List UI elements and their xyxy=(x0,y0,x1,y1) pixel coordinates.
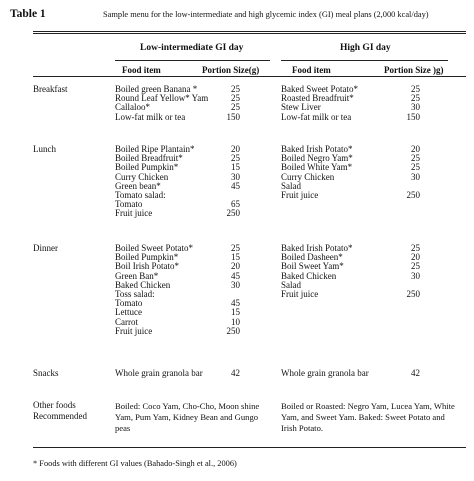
high-food-item-header: Food item xyxy=(292,65,331,75)
high-food-item: Baked Chicken xyxy=(281,270,337,281)
low-food-item: Tomato xyxy=(115,298,143,309)
low-food-item: Boiled Pumpkin* xyxy=(115,162,179,173)
high-food-item: Curry Chicken xyxy=(281,171,335,182)
low-gi-header: Low-intermediate GI day xyxy=(140,43,244,53)
low-food-item: Boil Irish Potato* xyxy=(115,261,180,272)
low-food-item: Lettuce xyxy=(115,307,142,318)
high-portion-size: 25 xyxy=(411,153,420,164)
low-portion-size: 15 xyxy=(231,307,240,318)
low-food-item: Tomato xyxy=(115,199,143,210)
low-portion-size: 15 xyxy=(231,162,240,173)
low-portion-size: 42 xyxy=(231,368,240,378)
high-gi-underline xyxy=(281,60,448,61)
low-gi-underline xyxy=(115,60,270,61)
low-food-item: Callaloo* xyxy=(115,102,150,113)
high-food-item: Low-fat milk or tea xyxy=(281,111,352,122)
low-portion-size: 30 xyxy=(231,279,240,290)
low-food-item: Tomato salad: xyxy=(115,190,166,200)
high-portion-size: 25 xyxy=(411,162,420,173)
high-food-item: Boil Sweet Yam* xyxy=(281,261,344,272)
table-label: Table 1 xyxy=(10,8,46,20)
high-portion-size: 30 xyxy=(411,270,420,281)
low-portion-size: 25 xyxy=(231,102,240,113)
meal-label: Breakfast xyxy=(33,84,68,94)
low-food-item: Fruit juice xyxy=(115,208,153,219)
high-portion-size: 250 xyxy=(406,190,420,200)
low-food-item: Boiled Breadfruit* xyxy=(115,153,183,164)
low-food-item: Carrot xyxy=(115,316,138,327)
low-portion-size: 20 xyxy=(231,261,240,272)
high-food-item: Boiled White Yam* xyxy=(281,162,353,173)
low-food-item: Boiled green Banana * xyxy=(115,84,198,94)
high-food-item: Salad xyxy=(281,180,301,191)
low-portion-size: 20 xyxy=(231,144,240,154)
high-portion-size: 250 xyxy=(406,289,420,299)
low-portion-size: 30 xyxy=(231,171,240,182)
low-food-item: Toss salad: xyxy=(115,289,155,299)
low-food-item: Boiled Sweet Potato* xyxy=(115,243,193,253)
meal-label: Lunch xyxy=(33,144,56,154)
high-portion-size: 150 xyxy=(406,111,420,122)
low-portion-size: 65 xyxy=(231,199,240,210)
low-food-item: Low-fat milk or tea xyxy=(115,111,186,122)
low-portion-size: 15 xyxy=(231,252,240,263)
high-portion-size: 25 xyxy=(411,84,420,94)
high-portion-size: 20 xyxy=(411,144,420,154)
other-foods-label-line1: Other foods xyxy=(33,400,76,410)
high-food-item: Whole grain granola bar xyxy=(281,368,369,378)
top-rule xyxy=(33,31,466,32)
low-portion-size: 250 xyxy=(226,325,240,336)
high-food-item: Fruit juice xyxy=(281,190,319,200)
top-rule-double xyxy=(33,33,466,34)
high-food-item: Stew Liver xyxy=(281,102,321,113)
low-portion-size: 45 xyxy=(231,270,240,281)
bottom-rule xyxy=(33,447,466,448)
low-portion-header: Portion Size(g) xyxy=(202,65,260,75)
low-food-item: Curry Chicken xyxy=(115,171,169,182)
high-food-item: Baked Sweet Potato* xyxy=(281,84,358,94)
meal-label: Dinner xyxy=(33,243,58,253)
high-portion-size: 25 xyxy=(411,261,420,272)
high-gi-header: High GI day xyxy=(340,43,391,53)
high-portion-size: 25 xyxy=(411,93,420,104)
low-food-item: Green Ban* xyxy=(115,270,159,281)
table-caption: Sample menu for the low-intermediate and high glycemic index (GI) meal plans (2,000 kcal/day) xyxy=(103,10,429,19)
high-food-item: Boiled Negro Yam* xyxy=(281,153,353,164)
footnote: * Foods with different GI values (Bahado-Singh et al., 2006) xyxy=(33,459,237,468)
low-portion-size: 10 xyxy=(231,316,240,327)
low-portion-size: 45 xyxy=(231,180,240,191)
low-food-item: Baked Chicken xyxy=(115,279,171,290)
high-portion-size: 20 xyxy=(411,252,420,263)
high-portion-size: 30 xyxy=(411,171,420,182)
high-food-item: Salad xyxy=(281,279,301,290)
low-portion-size: 25 xyxy=(231,153,240,164)
high-food-item: Roasted Breadfruit* xyxy=(281,93,354,104)
other-foods-high: Boiled or Roasted: Negro Yam, Lucea Yam, White Yam, and Sweet Yam. Baked: Sweet Potato and Irish Potato. xyxy=(281,401,455,433)
low-food-item: Boiled Pumpkin* xyxy=(115,252,179,263)
low-food-item: Green bean* xyxy=(115,180,161,191)
high-food-item: Fruit juice xyxy=(281,289,319,299)
other-foods-label-line2: Recommended xyxy=(33,411,87,421)
high-portion-header: Portion Size )g) xyxy=(384,65,444,75)
header-rule xyxy=(33,76,466,77)
low-food-item: Whole grain granola bar xyxy=(115,368,203,378)
low-portion-size: 25 xyxy=(231,84,240,94)
high-food-item: Baked Irish Potato* xyxy=(281,243,353,253)
other-foods-low: Boiled: Coco Yam, Cho-Cho, Moon shine Yam, Pum Yam, Kidney Bean and Gungo peas xyxy=(115,401,260,433)
low-portion-size: 25 xyxy=(231,93,240,104)
high-portion-size: 25 xyxy=(411,243,420,253)
high-portion-size: 30 xyxy=(411,102,420,113)
high-food-item: Boiled Dasheen* xyxy=(281,252,343,263)
low-portion-size: 25 xyxy=(231,243,240,253)
low-portion-size: 45 xyxy=(231,298,240,309)
high-portion-size: 42 xyxy=(411,368,420,378)
low-food-item: Round Leaf Yellow* Yam xyxy=(115,93,209,104)
high-food-item: Baked Irish Potato* xyxy=(281,144,353,154)
low-portion-size: 150 xyxy=(226,111,240,122)
low-food-item: Fruit juice xyxy=(115,325,153,336)
low-food-item-header: Food item xyxy=(122,65,161,75)
meal-label: Snacks xyxy=(33,368,59,378)
low-portion-size: 250 xyxy=(226,208,240,219)
low-food-item: Boiled Ripe Plantain* xyxy=(115,144,195,154)
